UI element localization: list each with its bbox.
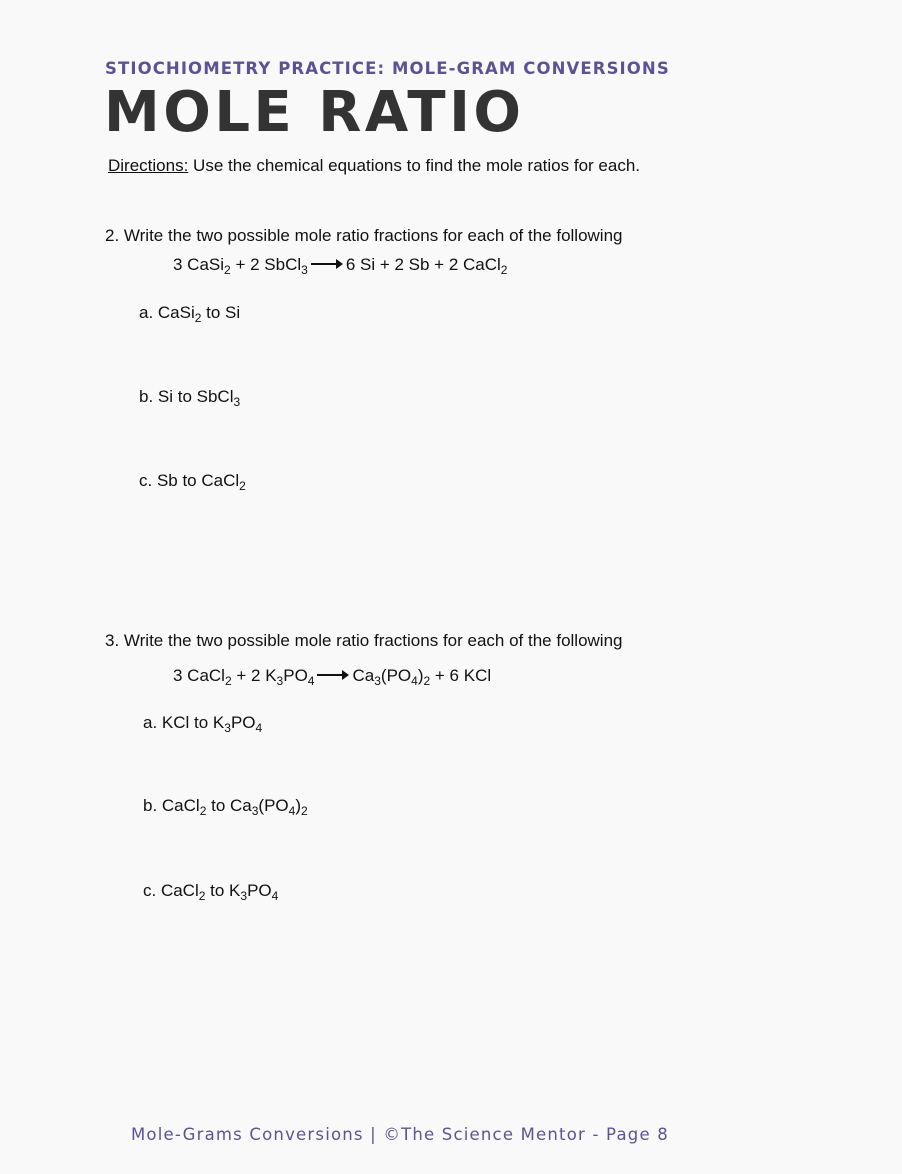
reaction-arrow-icon xyxy=(311,263,341,265)
q3b-mid2: (PO xyxy=(258,796,289,815)
question-3a xyxy=(143,713,262,733)
eq3-product1-mid: (PO xyxy=(380,666,412,685)
q3c-sub: 4 xyxy=(271,889,279,903)
directions-label: Directions: xyxy=(108,156,189,175)
question-2b xyxy=(139,387,240,407)
eq3-sub: 4 xyxy=(411,674,418,688)
directions xyxy=(108,156,640,176)
eq2-reactant1: 3 CaSi xyxy=(173,255,225,274)
question-3-prompt: 3. Write the two possible mole ratio fractions for each of the following xyxy=(105,631,623,650)
eq3-sub: 3 xyxy=(374,674,381,688)
q3c-mid: to K xyxy=(205,881,241,900)
q2a-tail: to Si xyxy=(201,303,241,322)
eq3-sub: 2 xyxy=(423,674,431,688)
eq3-product1-close: ) xyxy=(417,666,424,685)
q2a-text: a. CaSi xyxy=(139,303,195,322)
eq3-sub: 2 xyxy=(224,674,232,688)
directions-text: Use the chemical equations to find the mole ratios for each. xyxy=(188,156,640,175)
q2b-text: b. Si to SbCl xyxy=(139,387,234,406)
eq2-sub: 2 xyxy=(224,263,231,277)
eq3-sub: 3 xyxy=(276,674,284,688)
eq3-reactant1: 3 CaCl xyxy=(173,666,225,685)
q3c-sub: 2 xyxy=(198,889,206,903)
q3c-mid2: PO xyxy=(247,881,272,900)
q3b-text: b. CaCl xyxy=(143,796,200,815)
question-2-prompt: 2. Write the two possible mole ratio fractions for each of the following xyxy=(105,226,623,245)
eq3-sub: 4 xyxy=(307,674,315,688)
reaction-arrow-icon xyxy=(317,674,347,676)
eq2-sub: 3 xyxy=(301,263,308,277)
question-3b xyxy=(143,796,308,816)
question-2c xyxy=(139,471,246,491)
page-footer: Mole-Grams Conversions | ©The Science Mentor - Page 8 xyxy=(131,1125,669,1144)
question-3-equation xyxy=(173,666,491,686)
q3b-sub: 2 xyxy=(301,804,308,818)
q3c-text: c. CaCl xyxy=(143,881,199,900)
q3b-mid: to Ca xyxy=(206,796,252,815)
q3b-sub: 2 xyxy=(199,804,207,818)
eq3-product1: Ca xyxy=(352,666,375,685)
q3a-sub: 4 xyxy=(255,721,263,735)
q3c-sub: 3 xyxy=(240,889,248,903)
question-2a xyxy=(139,303,240,323)
eq2-sub: 2 xyxy=(500,263,508,277)
eq2-products: 6 Si + 2 Sb + 2 CaCl xyxy=(345,255,501,274)
eq2-reactant2: + 2 SbCl xyxy=(230,255,302,274)
eq3-product2: + 6 KCl xyxy=(430,666,492,685)
question-3c xyxy=(143,881,278,901)
eq3-reactant2: + 2 K xyxy=(231,666,277,685)
q3a-sub: 3 xyxy=(224,721,231,735)
worksheet-subtitle: STIOCHIOMETRY PRACTICE: MOLE-GRAM CONVERSIONS xyxy=(105,59,670,78)
q2c-text: c. Sb to CaCl xyxy=(139,471,240,490)
q2a-sub: 2 xyxy=(194,311,202,325)
q3b-sub: 4 xyxy=(288,804,296,818)
q3a-mid: PO xyxy=(230,713,256,732)
q2c-sub: 2 xyxy=(239,479,246,493)
q3b-close: ) xyxy=(295,796,302,815)
eq3-reactant2-tail: PO xyxy=(283,666,308,685)
q3b-sub: 3 xyxy=(251,804,259,818)
q2b-sub: 3 xyxy=(233,395,241,409)
q3a-text: a. KCl to K xyxy=(143,713,225,732)
question-2-equation xyxy=(173,255,507,275)
page-title: MOLE RATIO xyxy=(104,80,525,145)
